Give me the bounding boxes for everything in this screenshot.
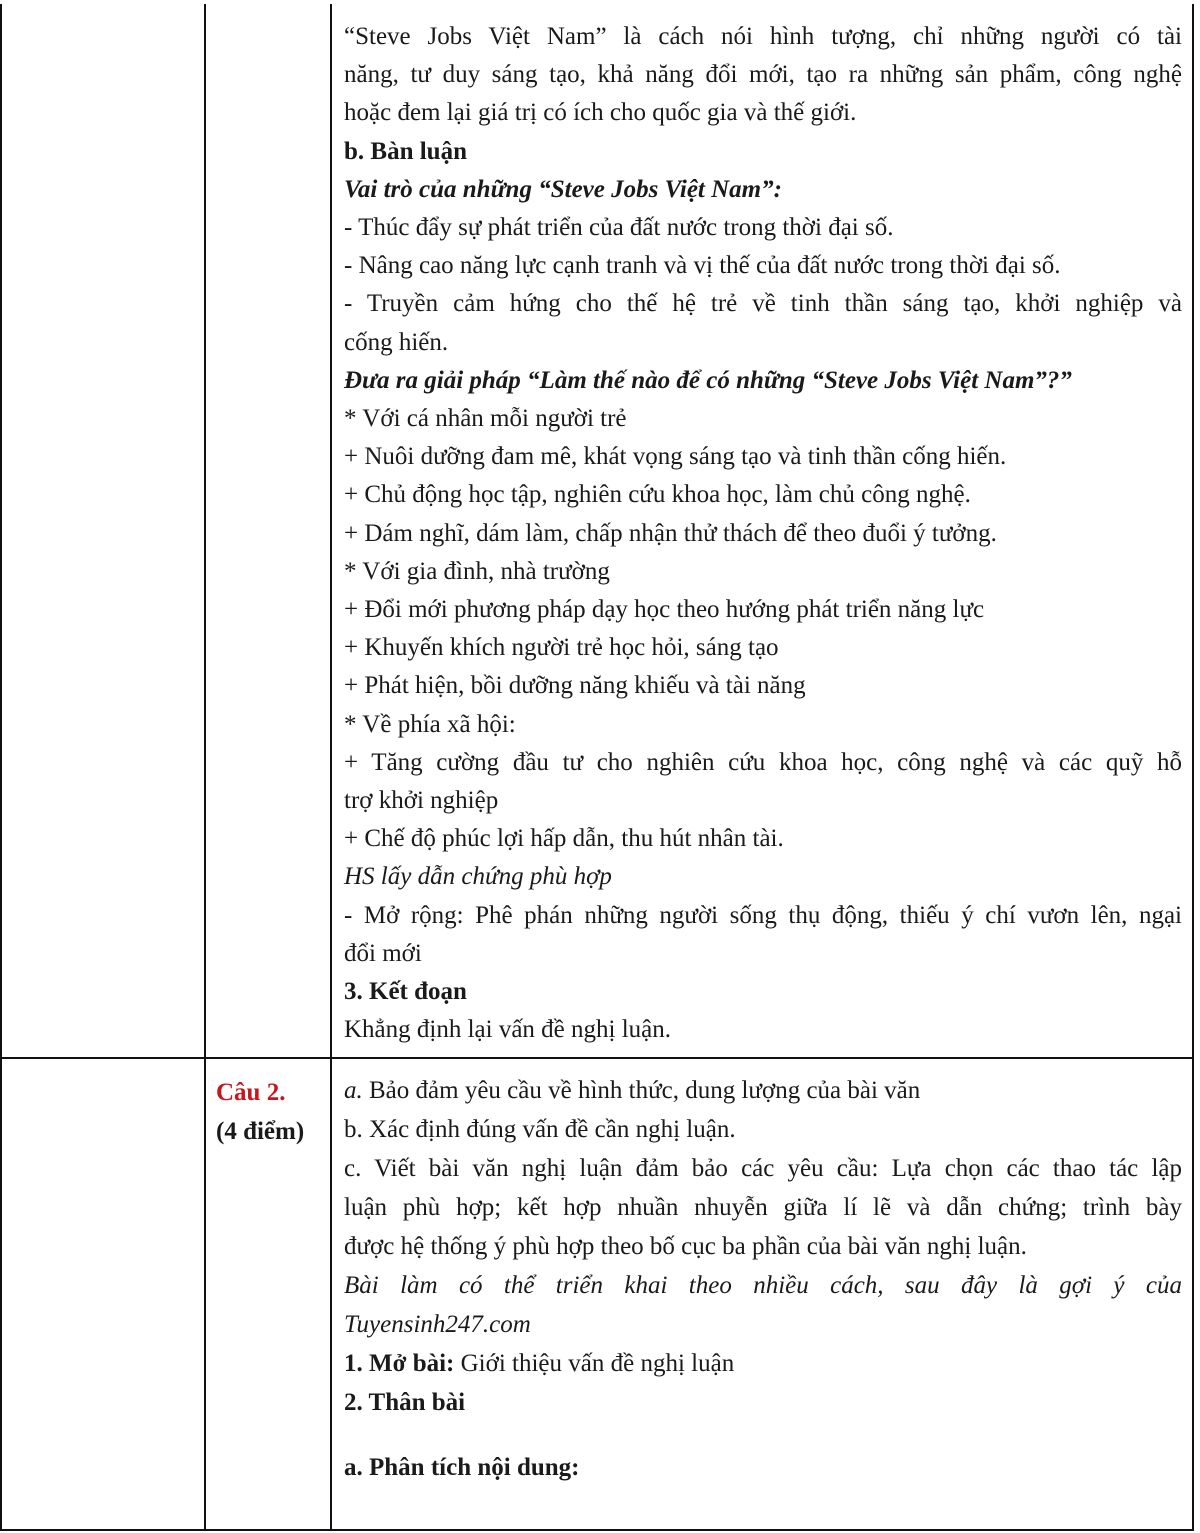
section-heading: 3. Kết đoạn (344, 978, 467, 1006)
intro-line: “Steve Jobs Việt Nam” là cách nói hình tượng, chỉ những người có tài (344, 23, 1182, 50)
extension-line: - Mở rộng: Phê phán những người sống thụ động, thiếu ý chí vươn lên, ngại (344, 901, 1182, 929)
question-points: (4 điểm) (216, 1118, 305, 1146)
list-item: - Nâng cao năng lực cạnh tranh và vị thế của đất nước trong thời đại số. (344, 252, 1061, 280)
outline-item (344, 1344, 1182, 1383)
list-item: + Chế độ phúc lợi hấp dẫn, thu hút nhân tài. (344, 825, 784, 853)
intro-line: năng, tư duy sáng tạo, khả năng đổi mới, tạo ra những sản phẩm, công nghệ (344, 61, 1182, 89)
list-item: + Khuyến khích người trẻ học hỏi, sáng tạo (344, 634, 779, 662)
criteria-item: b. Xác định đúng vấn đề cần nghị luận. (344, 1116, 736, 1144)
table-cell-index (1, 4, 205, 1058)
outline-label: 1. Mở bài: (344, 1350, 455, 1378)
list-item: + Dám nghĩ, dám làm, chấp nhận thử thách để theo đuổi ý tưởng. (344, 519, 997, 547)
subsection-heading: Đưa ra giải pháp “Làm thế nào để có những “Steve Jobs Việt Nam”?” (344, 366, 1072, 394)
intro-line: hoặc đem lại giá trị có ích cho quốc gia và thế giới. (344, 99, 857, 127)
group-heading: * Với gia đình, nhà trường (344, 557, 610, 585)
criteria-item: luận phù hợp; kết hợp nhuần nhuyễn giữa lí lẽ và dẫn chứng; trình bày (344, 1194, 1182, 1222)
list-item: + Chủ động học tập, nghiên cứu khoa học, làm chủ công nghệ. (344, 481, 971, 509)
group-heading: * Về phía xã hội: (344, 710, 516, 738)
list-item: + Nuôi dưỡng đam mê, khát vọng sáng tạo và tinh thần cống hiến. (344, 443, 1007, 471)
table-row (1, 1058, 1193, 1530)
criteria-text: Bảo đảm yêu cầu về hình thức, dung lượng của bài văn (362, 1077, 921, 1105)
table-cell-content (331, 1058, 1193, 1530)
suggestion-note: Tuyensinh247.com (344, 1311, 531, 1339)
subsection-heading: Vai trò của những “Steve Jobs Việt Nam”: (344, 175, 782, 203)
criteria-prefix: a. (344, 1077, 363, 1105)
list-item: - Truyền cảm hứng cho thế hệ trẻ về tinh thần sáng tạo, khởi nghiệp và (344, 290, 1182, 318)
suggestion-note: Bài làm có thể triển khai theo nhiều cách, sau đây là gợi ý của (344, 1272, 1182, 1300)
list-item: trợ khởi nghiệp (344, 787, 499, 815)
list-item: - Thúc đẩy sự phát triển của đất nước trong thời đại số. (344, 214, 894, 242)
section-heading: b. Bàn luận (344, 137, 467, 165)
outline-heading: 2. Thân bài (344, 1389, 466, 1417)
table-cell-index (1, 1058, 205, 1530)
table-cell-question (205, 1058, 331, 1530)
table-cell-content (331, 4, 1193, 1058)
outline-heading: a. Phân tích nội dung: (344, 1454, 580, 1482)
criteria-item: được hệ thống ý phù hợp theo bố cục ba phần của bài văn nghị luận. (344, 1233, 1027, 1261)
list-item: cống hiến. (344, 328, 449, 356)
criteria-item: c. Viết bài văn nghị luận đảm bảo các yêu cầu: Lựa chọn các thao tác lập (344, 1155, 1182, 1183)
list-item: + Tăng cường đầu tư cho nghiên cứu khoa học, công nghệ và các quỹ hỗ (344, 748, 1182, 776)
table-cell-question (205, 4, 331, 1058)
conclusion-text: Khẳng định lại vấn đề nghị luận. (344, 1016, 672, 1044)
evidence-note: HS lấy dẫn chứng phù hợp (344, 863, 612, 891)
list-item: + Đổi mới phương pháp dạy học theo hướng phát triển năng lực (344, 596, 985, 624)
answer-key-table (0, 4, 1194, 1531)
group-heading: * Với cá nhân mỗi người trẻ (344, 405, 627, 433)
list-item: + Phát hiện, bồi dưỡng năng khiếu và tài năng (344, 672, 806, 700)
table-row (1, 4, 1193, 1058)
criteria-item (344, 1071, 1182, 1110)
extension-line: đổi mới (344, 939, 422, 967)
question-number: Câu 2. (216, 1079, 286, 1107)
outline-text: Giới thiệu vấn đề nghị luận (454, 1350, 735, 1378)
